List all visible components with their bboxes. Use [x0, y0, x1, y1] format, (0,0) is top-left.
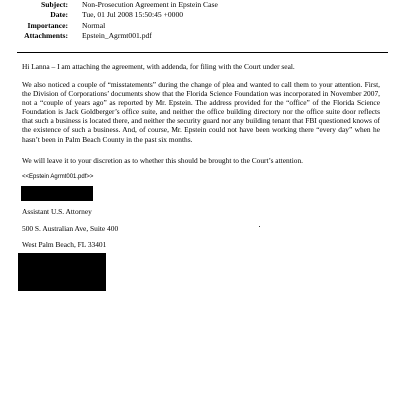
- date-value: Tue, 01 Jul 2008 15:50:45 +0000: [82, 10, 184, 19]
- importance-label: Importance:: [27, 21, 68, 30]
- attachments-label: Attachments:: [24, 31, 68, 40]
- discretion-paragraph: We will leave it to your discretion as to whether this should be brought to the Court’s attention.: [22, 156, 304, 165]
- attachments-value: Epstein_Agrmt001.pdf: [82, 31, 152, 40]
- attachment-reference[interactable]: <<Epstein Agrmt001.pdf>>: [22, 174, 94, 180]
- importance-value: Normal: [82, 21, 106, 30]
- signature-address-line2: West Palm Beach, FL 33401: [22, 240, 107, 249]
- redacted-name-block: [21, 186, 93, 201]
- stray-mark: [259, 226, 260, 227]
- subject-value: Non-Prosecution Agreement in Epstein Case: [82, 0, 218, 9]
- signature-title: Assistant U.S. Attorney: [22, 207, 92, 216]
- signature-address-line1: 500 S. Australian Ave, Suite 400: [22, 224, 119, 233]
- header-divider: [17, 52, 388, 53]
- redacted-contact-block: [18, 253, 106, 291]
- subject-label: Subject:: [41, 0, 68, 9]
- greeting-paragraph: Hi Lanna – I am attaching the agreement, with addenda, for filing with the Court under seal.: [22, 62, 295, 71]
- date-label: Date:: [50, 10, 68, 19]
- misstatements-paragraph: We also noticed a couple of “misstatements” during the change of plea and wanted to call them to your attention. First, the Division of Corporations’ documents show that the Florida Science Foundation was incorporated in November 2007, not a “couple of years ago” as reported by Mr. Epstein. The address provided for the “office” of the Florida Science Foundation is Jack Goldberger’s office suite, and neither the office building directory nor the office suite door reflects that such a business is located there, and neither the security guard nor any building tenant that FBI questioned knows of the existence of such a business. And, of course, Mr. Epstein could not have been working there “every day” when he hasn’t been in Palm Beach County in the past six months.: [22, 80, 380, 144]
